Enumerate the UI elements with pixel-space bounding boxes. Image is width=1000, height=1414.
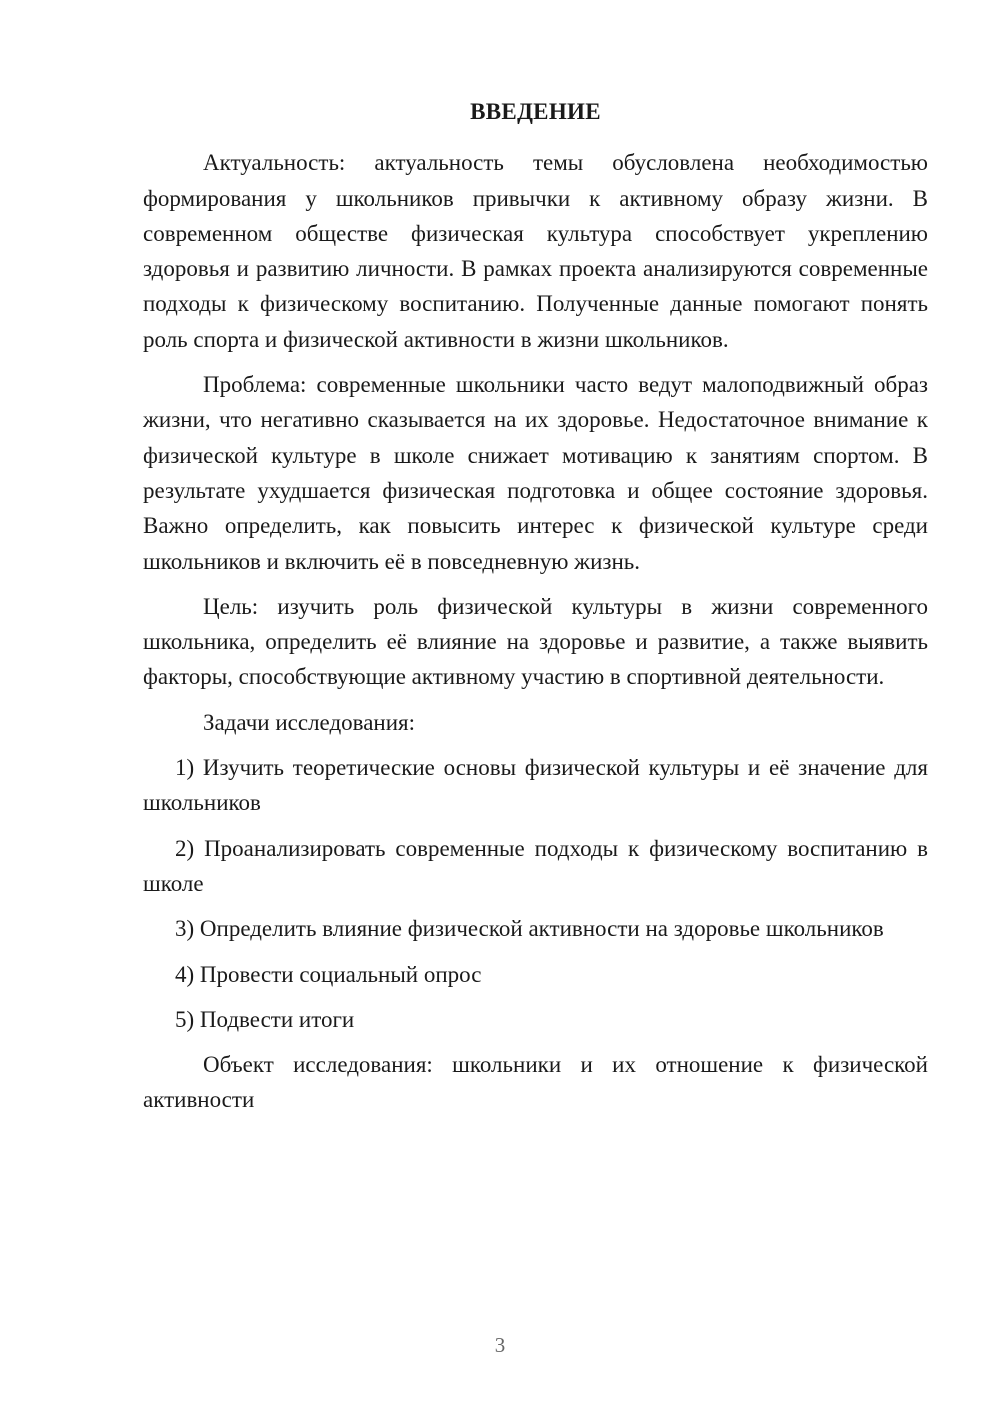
task-item-2: 2) Проанализировать современные подходы к физическому воспитанию в школе	[143, 835, 928, 896]
page-number: 3	[494, 1333, 506, 1357]
document-page	[143, 94, 928, 1128]
task-item-3: 3) Определить влияние физической активности на здоровье школьников	[175, 916, 884, 942]
paragraph-relevance: Актуальность: актуальность темы обусловлена необходимостью формирования у школьников привычки к активному образу жизни. В современном обществе физическая культура способствует укреплению здоровья и развитию личности. В рамках проекта анализируются современные подходы к физическому воспитанию. Полученные данные помогают понять роль спорта и физической активности в жизни школьников.	[143, 150, 928, 352]
paragraph-problem: Проблема: современные школьники часто ведут малоподвижный образ жизни, что негативно сказывается на их здоровье. Недостаточное внимание к физической культуре в школе снижает мотивацию к занятиям спортом. В результате ухудшается физическая подготовка и общее состояние здоровья. Важно определить, как повысить интерес к физической культуре среди школьников и включить её в повседневную жизнь.	[143, 372, 928, 574]
task-item-5: 5) Подвести итоги	[175, 1006, 355, 1032]
paragraph-object: Объект исследования: школьники и их отношение к физической активности	[143, 1052, 928, 1113]
task-item-4: 4) Провести социальный опрос	[175, 961, 482, 987]
task-item-1: 1) Изучить теоретические основы физической культуры и её значение для школьников	[143, 755, 928, 816]
tasks-heading: Задачи исследования:	[203, 709, 416, 735]
section-title: ВВЕДЕНИЕ	[470, 99, 601, 124]
paragraph-goal: Цель: изучить роль физической культуры в жизни современного школьника, определить её влияние на здоровье и развитие, а также выявить факторы, способствующие активному участию в спортивной деятельности.	[143, 593, 928, 690]
